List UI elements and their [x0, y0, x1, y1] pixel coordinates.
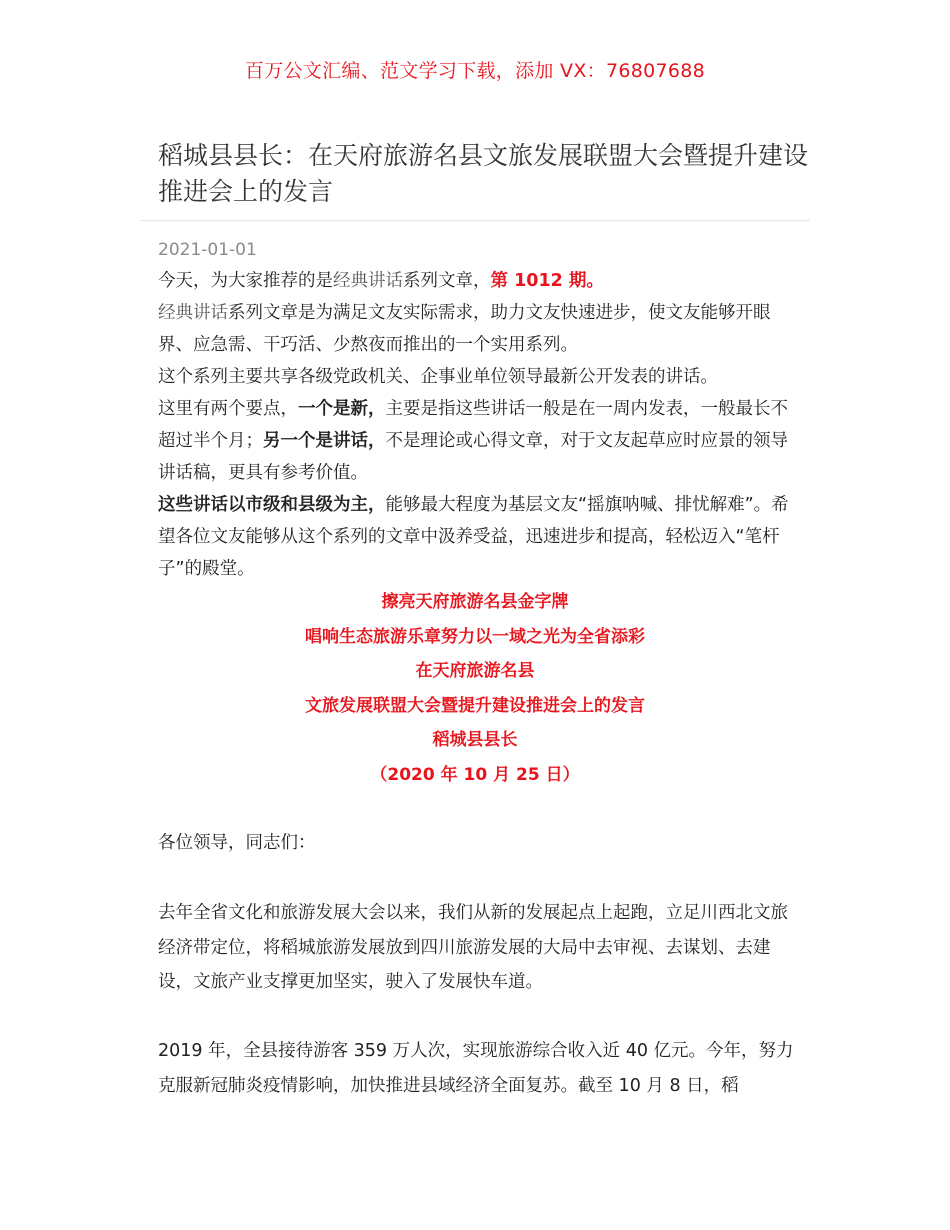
speaker-title: 稻城县县长	[432, 730, 518, 751]
intro-text: 系列文章是为满足文友实际需求，助力文友快速进步，使文友能够开眼界、应急需、干巧活、少熬夜而推出的一个实用系列。	[158, 303, 771, 355]
speech-date: （2020 年 10 月 25 日）	[370, 764, 580, 785]
title-divider	[140, 220, 810, 221]
intro-paragraph-5	[158, 489, 796, 585]
intro-paragraph-1	[158, 265, 796, 297]
intro-text: 今天，为大家推荐的是	[158, 271, 333, 291]
body-paragraph-1: 去年全省文化和旅游发展大会以来，我们从新的发展起点上起跑，立足川西北文旅经济带定位，将稻城旅游发展放到四川旅游发展的大局中去审视、去谋划、去建设，文旅产业支撑更加坚实，驶入了发展快车道。	[158, 903, 788, 992]
body-paragraph-2: 2019 年，全县接待游客 359 万人次，实现旅游综合收入近 40 亿元。今年，努力克服新冠肺炎疫情影响，加快推进县域经济全面复苏。截至 10 月 8 日，稻	[158, 1041, 794, 1096]
speech-heading-block	[0, 585, 950, 793]
key-point-level: 这些讲话以市级和县级为主，	[158, 495, 386, 515]
intro-text: 不是理论或心得文章，对于文友起草应时应景的领导讲话稿，更具有参考价值。	[158, 431, 788, 483]
speech-heading-line: 文旅发展联盟大会暨提升建设推进会上的发言	[305, 695, 645, 716]
article-title: 稻城县县长：在天府旅游名县文旅发展联盟大会暨提升建设推进会上的发言	[158, 141, 809, 206]
promo-banner: 百万公文汇编、范文学习下载，添加 VX：76807688	[244, 60, 706, 82]
series-name: 经典讲话	[158, 303, 228, 323]
speech-heading-line: 擦亮天府旅游名县金字牌	[381, 592, 569, 612]
speech-heading-line: 唱响生态旅游乐章努力以一域之光为全省添彩	[305, 626, 645, 647]
key-point-speech: 另一个是讲话，	[263, 431, 386, 451]
series-name: 经典讲话	[333, 271, 403, 291]
intro-paragraph-2	[158, 297, 796, 361]
salutation: 各位领导，同志们：	[158, 833, 316, 853]
intro-paragraph-3: 这个系列主要共享各级党政机关、企事业单位领导最新公开发表的讲话。	[158, 367, 718, 387]
intro-section	[158, 265, 796, 585]
publish-date: 2021-01-01	[158, 240, 257, 260]
intro-text: 系列文章，	[403, 271, 491, 291]
intro-text: 这里有两个要点，	[158, 399, 298, 419]
intro-text: 能够最大程度为基层文友“摇旗呐喊、排忧解难”。希望各位文友能够从这个系列的文章中汲养受益，迅速进步和提高，轻松迈入“笔杆子”的殿堂。	[158, 495, 789, 579]
intro-paragraph-4	[158, 393, 796, 489]
issue-number: 第 1012 期。	[490, 271, 604, 291]
intro-text: 主要是指这些讲话一般是在一周内发表，一般最长不超过半个月；	[158, 399, 788, 451]
speech-heading-line: 在天府旅游名县	[415, 661, 535, 682]
key-point-new: 一个是新，	[298, 399, 386, 419]
